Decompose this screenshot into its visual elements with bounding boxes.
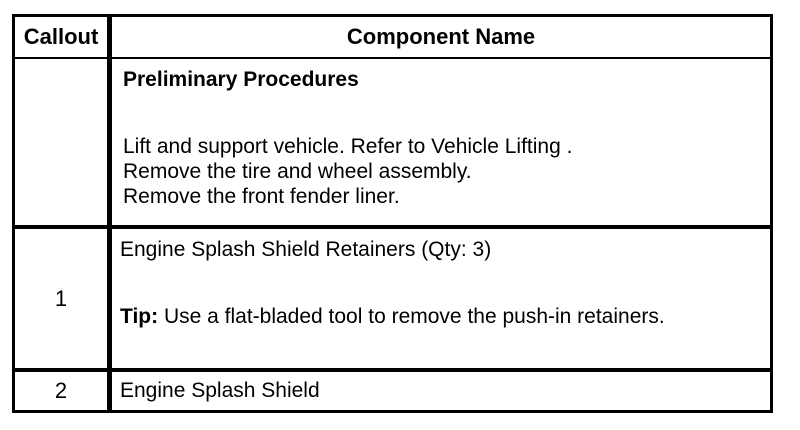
table-row bbox=[14, 370, 772, 412]
component-name-header: Component Name bbox=[110, 16, 772, 59]
preliminary-callout-cell bbox=[14, 58, 110, 227]
header-row bbox=[14, 16, 772, 59]
preliminary-steps bbox=[123, 134, 770, 209]
table-row bbox=[14, 227, 772, 370]
preliminary-step: Remove the tire and wheel assembly. bbox=[123, 160, 472, 183]
callout-header: Callout bbox=[14, 16, 110, 59]
preliminary-cell bbox=[110, 58, 772, 227]
callout-number: 1 bbox=[14, 227, 110, 370]
procedure-table bbox=[12, 14, 773, 413]
tip-label: Tip: bbox=[120, 305, 159, 328]
preliminary-row bbox=[14, 58, 772, 227]
tip-note bbox=[120, 304, 770, 329]
preliminary-step: Remove the front fender liner. bbox=[123, 185, 400, 208]
component-cell bbox=[110, 370, 772, 412]
preliminary-step: Lift and support vehicle. Refer to Vehicle Lifting . bbox=[123, 135, 573, 158]
tip-text: Use a flat-bladed tool to remove the push-in retainers. bbox=[158, 305, 665, 328]
callout-number: 2 bbox=[14, 370, 110, 412]
component-cell bbox=[110, 227, 772, 370]
preliminary-title: Preliminary Procedures bbox=[123, 68, 359, 91]
component-name: Engine Splash Shield bbox=[120, 379, 320, 402]
component-name: Engine Splash Shield Retainers (Qty: 3) bbox=[120, 238, 492, 261]
